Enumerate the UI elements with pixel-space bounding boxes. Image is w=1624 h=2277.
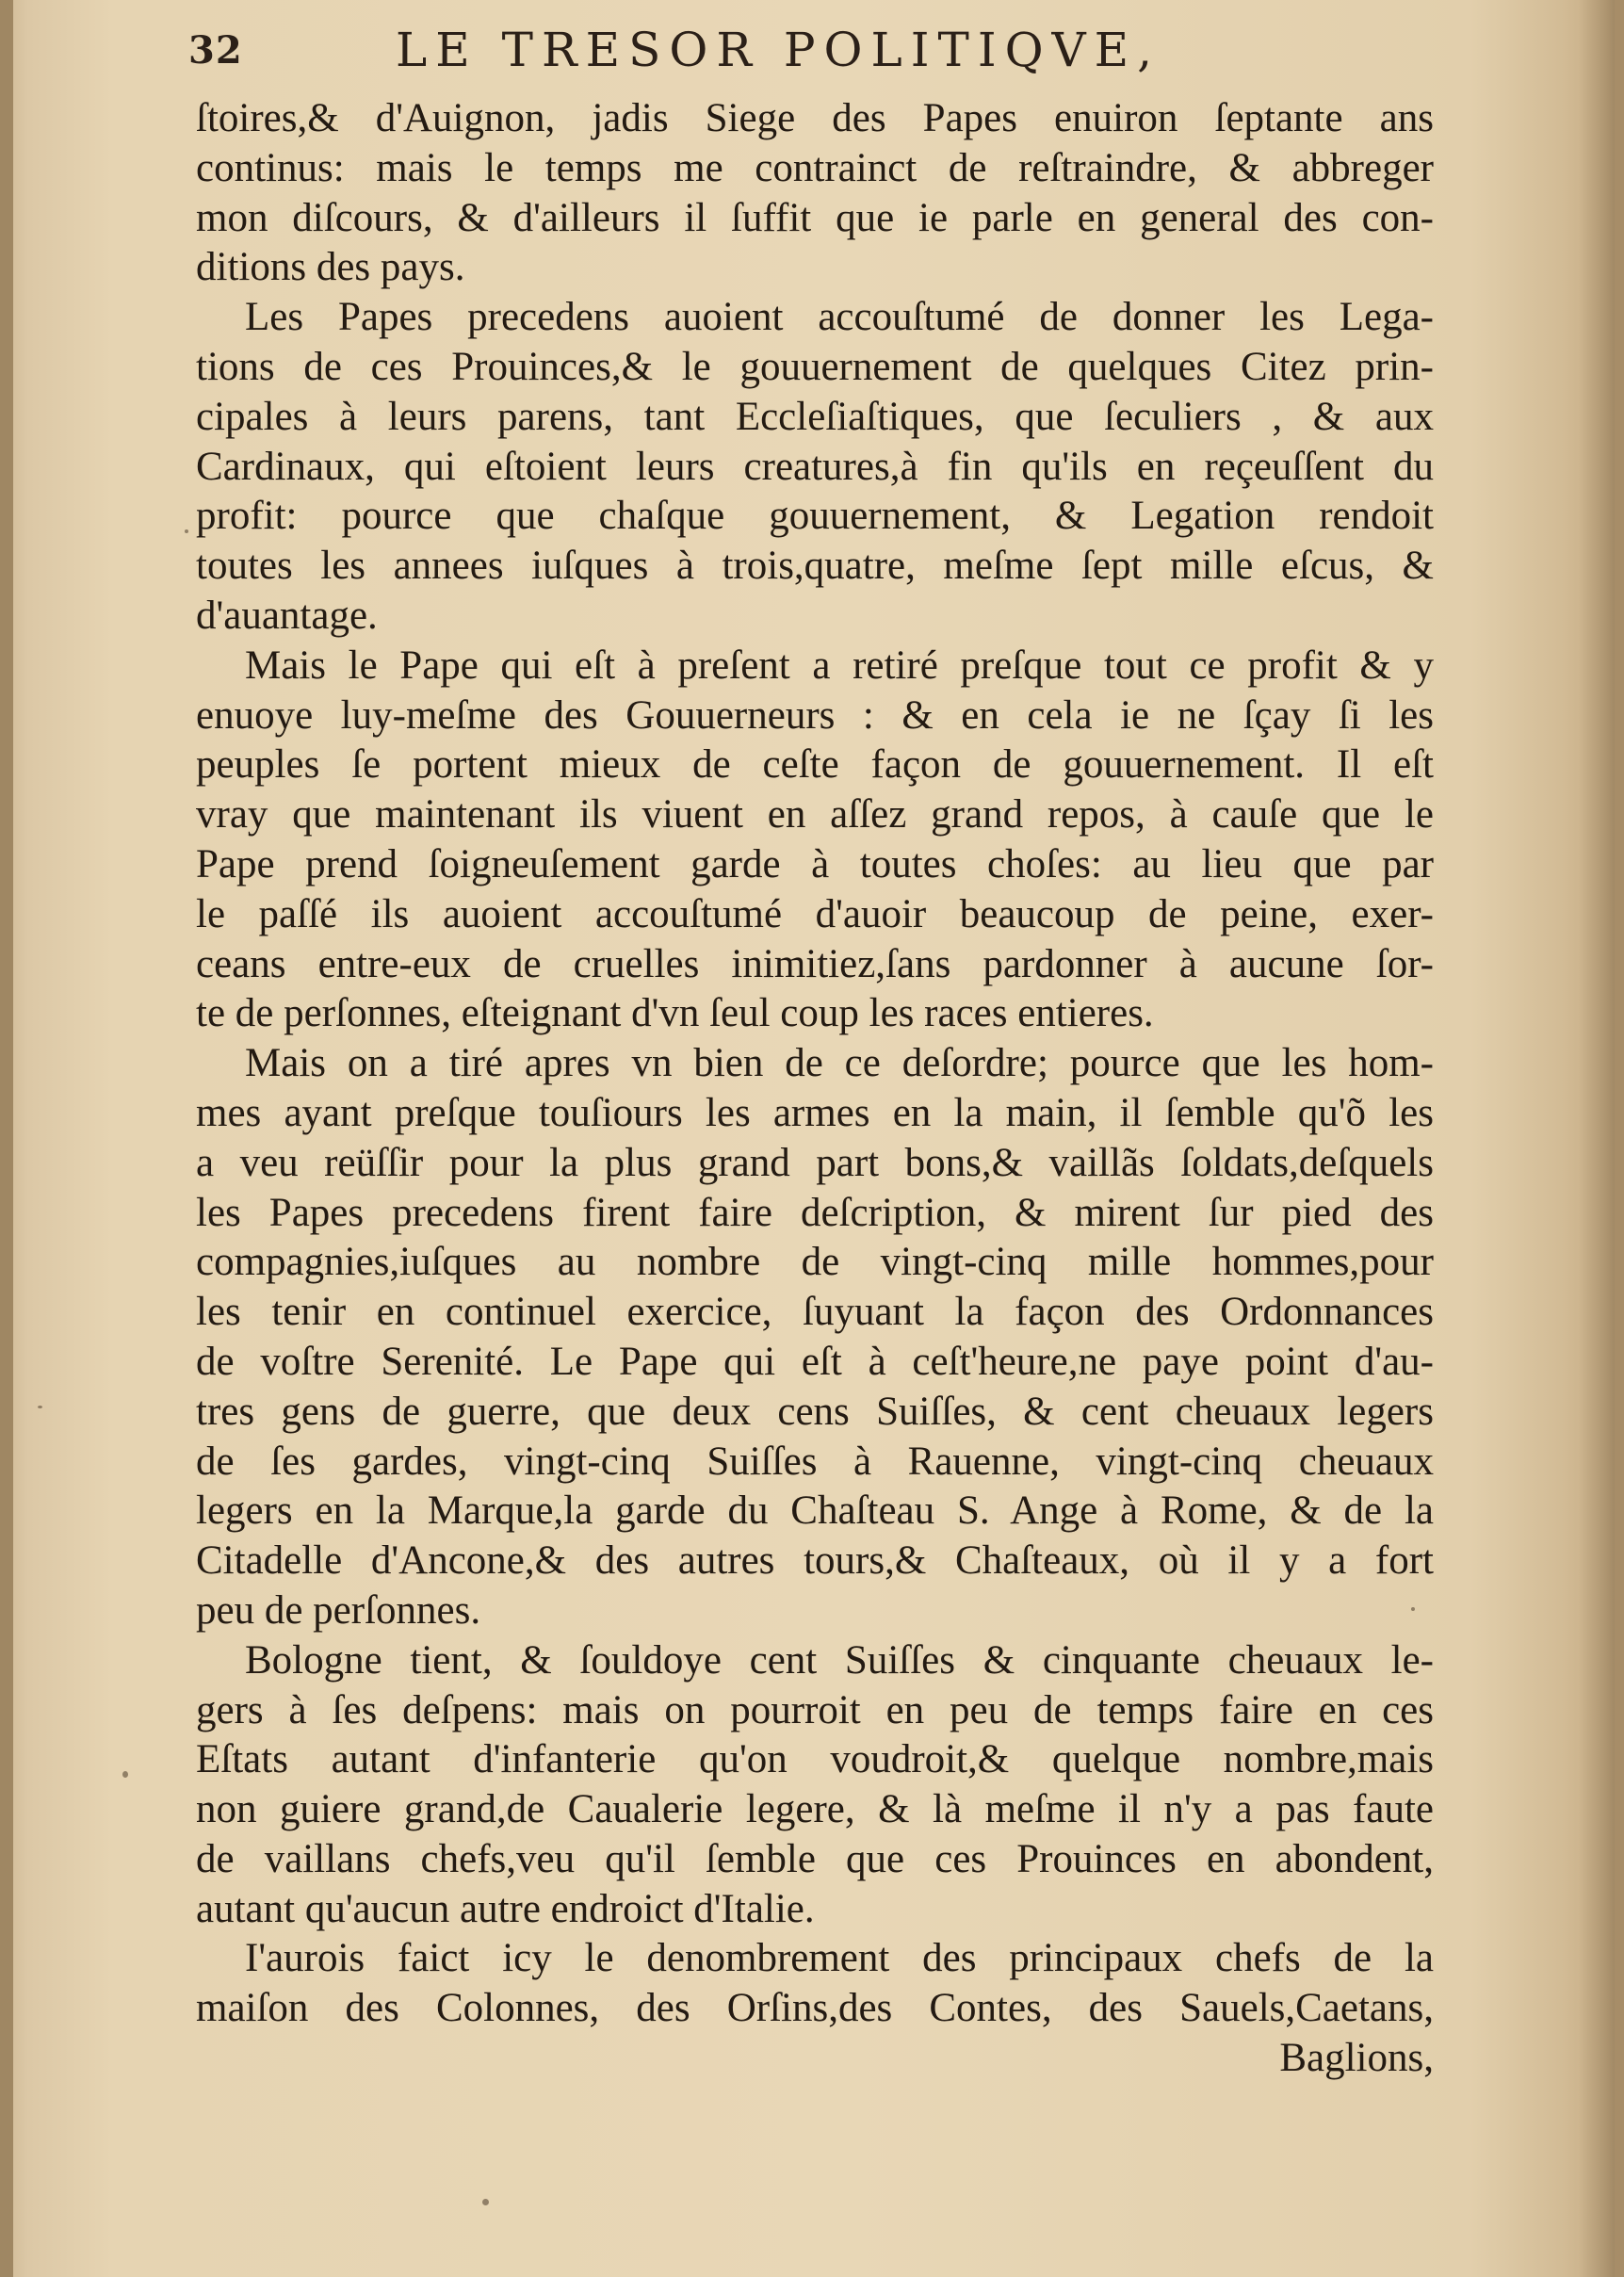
text-line: le paſſé ils auoient accouſtumé d'auoir beaucoup de peine, exer- bbox=[196, 891, 1434, 936]
text-line: les Papes precedens firent faire deſcription, & mirent ſur pied des bbox=[196, 1190, 1434, 1235]
text-line: profit: pource que chaſque gouuernement, & Legation rendoit bbox=[196, 494, 1434, 539]
text-line: peuples ſe portent mieux de ceſte façon de gouuernement. Il eſt bbox=[196, 742, 1434, 788]
text-line: enuoye luy-meſme des Gouuerneurs : & en cela ie ne ſçay ſi les bbox=[196, 692, 1434, 738]
text-line: a veu reüſſir pour la plus grand part bons,& vaillãs ſoldats,deſquels bbox=[196, 1140, 1434, 1185]
page-number: 32 bbox=[188, 28, 243, 73]
text-line: tions de ces Prouinces,& le gouuernement de quelques Citez prin- bbox=[196, 344, 1434, 389]
catchword: Baglions, bbox=[1279, 2036, 1434, 2081]
text-line: Cardinaux, qui eſtoient leurs creatures,à fin qu'ils en reçeuſſent du bbox=[196, 444, 1434, 489]
text-line: compagnies,iuſques au nombre de vingt-cinq mille hommes,pour bbox=[196, 1240, 1434, 1285]
page-edge-right bbox=[1615, 0, 1624, 2277]
text-line: gers à ſes deſpens: mais on pourroit en peu de temps faire en ces bbox=[196, 1687, 1434, 1732]
text-line: maiſon des Colonnes, des Orſins,des Contes, des Sauels,Caetans, bbox=[196, 1986, 1434, 2031]
text-line: Mais on a tiré apres vn bien de ce deſordre; pource que les hom- bbox=[245, 1041, 1434, 1086]
text-line: Bologne tient, & ſouldoye cent Suiſſes & cinquante cheuaux le- bbox=[245, 1637, 1434, 1683]
text-line: autant qu'aucun autre endroict d'Italie. bbox=[196, 1886, 815, 1931]
text-line: mes ayant preſque touſiours les armes en la main, il ſemble qu'õ les bbox=[196, 1090, 1434, 1135]
ink-speck bbox=[185, 529, 188, 533]
running-title: LE TRESOR POLITIQVE, bbox=[396, 23, 1161, 77]
text-line: Pape prend ſoigneuſement garde à toutes choſes: au lieu que par bbox=[196, 841, 1434, 886]
text-line: Mais le Pape qui eſt à preſent a retiré preſque tout ce profit & y bbox=[245, 642, 1434, 688]
text-line: continus: mais le temps me contrainct de reſtraindre, & abbreger bbox=[196, 145, 1434, 190]
text-line: toutes les annees iuſques à trois,quatre, meſme ſept mille eſcus, & bbox=[196, 544, 1434, 589]
text-line: vray que maintenant ils viuent en aſſez grand repos, à cauſe que le bbox=[196, 792, 1434, 838]
text-line: de vaillans chefs,veu qu'il ſemble que ces Prouinces en abondent, bbox=[196, 1836, 1434, 1881]
ink-speck bbox=[122, 1771, 128, 1778]
text-line: Eſtats autant d'infanterie qu'on voudroit,& quelque nombre,mais bbox=[196, 1737, 1434, 1782]
body-text bbox=[196, 94, 1434, 2084]
text-line: tres gens de guerre, que deux cens Suiſſes, & cent cheuaux legers bbox=[196, 1389, 1434, 1434]
ink-speck bbox=[38, 1406, 42, 1408]
text-line: Citadelle d'Ancone,& des autres tours,& Chaſteaux, où il y a fort bbox=[196, 1538, 1434, 1584]
page-edge-left bbox=[0, 0, 13, 2277]
text-line: cipales à leurs parens, tant Eccleſiaſtiques, que ſeculiers , & aux bbox=[196, 394, 1434, 439]
ink-speck bbox=[482, 2199, 489, 2205]
text-line: peu de perſonnes. bbox=[196, 1587, 481, 1633]
text-line: ditions des pays. bbox=[196, 245, 465, 290]
page-header bbox=[188, 23, 1432, 89]
text-line: mon diſcours, & d'ailleurs il ſuffit que ie parle en general des con- bbox=[196, 195, 1434, 240]
text-line: d'auantage. bbox=[196, 593, 378, 638]
text-line: de ſes gardes, vingt-cinq Suiſſes à Rauenne, vingt-cinq cheuaux bbox=[196, 1439, 1434, 1484]
text-line: legers en la Marque,la garde du Chaſteau S. Ange à Rome, & de la bbox=[196, 1488, 1434, 1534]
text-line: ſtoires,& d'Auignon, jadis Siege des Papes enuiron ſeptante ans bbox=[196, 96, 1434, 140]
text-line: Les Papes precedens auoient accouſtumé de donner les Lega- bbox=[245, 295, 1434, 340]
text-line: I'aurois faict icy le denombrement des principaux chefs de la bbox=[245, 1936, 1434, 1981]
text-line: de voſtre Serenité. Le Pape qui eſt à ceſt'heure,ne paye point d'au- bbox=[196, 1339, 1434, 1384]
ink-speck bbox=[1411, 1607, 1415, 1611]
text-line: non guiere grand,de Caualerie legere, & là meſme il n'y a pas faute bbox=[196, 1787, 1434, 1832]
text-line: ceans entre-eux de cruelles inimitiez,ſans pardonner à aucune ſor- bbox=[196, 941, 1434, 986]
text-line: les tenir en continuel exercice, ſuyuant la façon des Ordonnances bbox=[196, 1290, 1434, 1335]
text-line: te de perſonnes, eſteignant d'vn ſeul coup les races entieres. bbox=[196, 991, 1154, 1036]
